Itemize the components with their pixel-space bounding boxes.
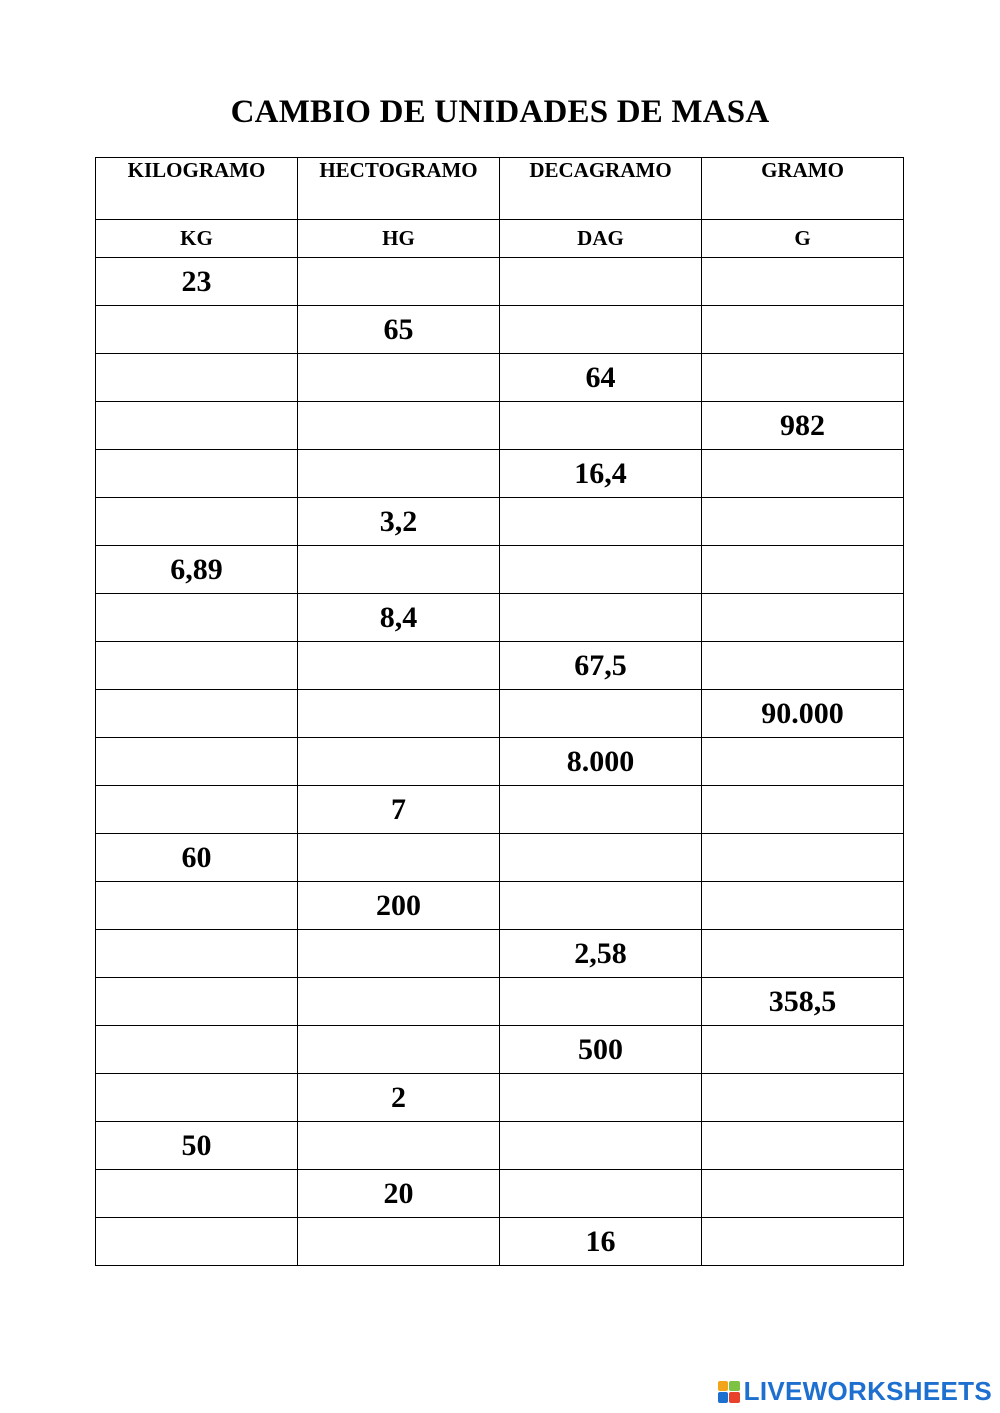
cell-kg[interactable] — [96, 1074, 298, 1122]
cell-dag[interactable] — [500, 306, 702, 354]
cell-dag[interactable] — [500, 1170, 702, 1218]
cell-dag[interactable] — [500, 834, 702, 882]
table-row — [96, 450, 904, 498]
cell-kg[interactable] — [96, 498, 298, 546]
cell-hg[interactable] — [298, 738, 500, 786]
cell-kg[interactable] — [96, 930, 298, 978]
cell-dag: 67,5 — [500, 642, 702, 690]
cell-g[interactable] — [702, 882, 904, 930]
table-row — [96, 1170, 904, 1218]
table-row — [96, 738, 904, 786]
header-row-names — [96, 158, 904, 220]
cell-kg[interactable] — [96, 1170, 298, 1218]
table-row — [96, 546, 904, 594]
cell-kg[interactable] — [96, 882, 298, 930]
cell-hg[interactable] — [298, 402, 500, 450]
abbr-hg: HG — [298, 220, 500, 258]
cell-g[interactable] — [702, 1074, 904, 1122]
cell-g[interactable] — [702, 594, 904, 642]
cell-hg[interactable] — [298, 978, 500, 1026]
cell-kg[interactable] — [96, 1218, 298, 1266]
cell-hg[interactable] — [298, 1026, 500, 1074]
cell-g[interactable] — [702, 258, 904, 306]
cell-kg[interactable] — [96, 738, 298, 786]
table-row — [96, 1122, 904, 1170]
cell-hg[interactable] — [298, 642, 500, 690]
table-row — [96, 402, 904, 450]
page-title: CAMBIO DE UNIDADES DE MASA — [230, 94, 770, 130]
cell-kg: 23 — [96, 258, 298, 306]
cell-g[interactable] — [702, 354, 904, 402]
cell-hg[interactable] — [298, 354, 500, 402]
cell-g[interactable] — [702, 1218, 904, 1266]
cell-g[interactable] — [702, 546, 904, 594]
cell-dag[interactable] — [500, 978, 702, 1026]
cell-hg[interactable] — [298, 258, 500, 306]
cell-hg[interactable] — [298, 450, 500, 498]
table-row — [96, 1026, 904, 1074]
cell-g[interactable] — [702, 930, 904, 978]
cell-g: 982 — [702, 402, 904, 450]
cell-kg[interactable] — [96, 354, 298, 402]
cell-g[interactable] — [702, 1122, 904, 1170]
cell-hg[interactable] — [298, 930, 500, 978]
header-row-abbreviations — [96, 220, 904, 258]
cell-g[interactable] — [702, 642, 904, 690]
table-row — [96, 882, 904, 930]
cell-kg[interactable] — [96, 642, 298, 690]
table-row — [96, 978, 904, 1026]
cell-kg[interactable] — [96, 306, 298, 354]
table-row — [96, 1074, 904, 1122]
cell-kg[interactable] — [96, 450, 298, 498]
cell-kg[interactable] — [96, 690, 298, 738]
cell-g[interactable] — [702, 834, 904, 882]
cell-hg[interactable] — [298, 1218, 500, 1266]
cell-kg[interactable] — [96, 402, 298, 450]
abbr-g: G — [702, 220, 904, 258]
header-kilogramo: KILOGRAMO — [96, 158, 298, 220]
cell-kg[interactable] — [96, 786, 298, 834]
cell-kg[interactable] — [96, 1026, 298, 1074]
cell-dag[interactable] — [500, 1074, 702, 1122]
cell-g[interactable] — [702, 498, 904, 546]
abbr-kg: KG — [96, 220, 298, 258]
table-row — [96, 306, 904, 354]
table-row — [96, 690, 904, 738]
cell-dag[interactable] — [500, 690, 702, 738]
cell-dag[interactable] — [500, 498, 702, 546]
cell-hg: 200 — [298, 882, 500, 930]
cell-dag: 8.000 — [500, 738, 702, 786]
cell-kg[interactable] — [96, 978, 298, 1026]
cell-hg: 65 — [298, 306, 500, 354]
cell-hg[interactable] — [298, 690, 500, 738]
cell-dag[interactable] — [500, 882, 702, 930]
cell-hg: 3,2 — [298, 498, 500, 546]
cell-kg: 6,89 — [96, 546, 298, 594]
conversion-table — [95, 157, 904, 1266]
cell-dag: 500 — [500, 1026, 702, 1074]
cell-g: 358,5 — [702, 978, 904, 1026]
cell-hg: 7 — [298, 786, 500, 834]
cell-hg: 8,4 — [298, 594, 500, 642]
cell-g[interactable] — [702, 306, 904, 354]
header-decagramo: DECAGRAMO — [500, 158, 702, 220]
cell-hg: 20 — [298, 1170, 500, 1218]
cell-dag: 16,4 — [500, 450, 702, 498]
table-row — [96, 1218, 904, 1266]
liveworksheets-brand — [718, 1376, 992, 1407]
cell-g[interactable] — [702, 1170, 904, 1218]
cell-g[interactable] — [702, 786, 904, 834]
cell-g: 90.000 — [702, 690, 904, 738]
table-row — [96, 786, 904, 834]
cell-hg: 2 — [298, 1074, 500, 1122]
table-row — [96, 498, 904, 546]
table-row — [96, 930, 904, 978]
cell-kg: 50 — [96, 1122, 298, 1170]
header-gramo: GRAMO — [702, 158, 904, 220]
cell-dag[interactable] — [500, 258, 702, 306]
table-row — [96, 594, 904, 642]
cell-hg[interactable] — [298, 546, 500, 594]
liveworksheets-logo-icon — [718, 1381, 740, 1403]
cell-dag: 2,58 — [500, 930, 702, 978]
cell-dag[interactable] — [500, 546, 702, 594]
cell-dag: 64 — [500, 354, 702, 402]
table-body — [96, 258, 904, 1266]
cell-dag[interactable] — [500, 594, 702, 642]
cell-dag[interactable] — [500, 1122, 702, 1170]
table-row — [96, 354, 904, 402]
brand-name: LIVEWORKSHEETS — [743, 1376, 992, 1406]
cell-dag[interactable] — [500, 786, 702, 834]
table-row — [96, 642, 904, 690]
table-row — [96, 834, 904, 882]
abbr-dag: DAG — [500, 220, 702, 258]
cell-dag: 16 — [500, 1218, 702, 1266]
table-row — [96, 258, 904, 306]
cell-kg: 60 — [96, 834, 298, 882]
cell-g[interactable] — [702, 450, 904, 498]
cell-g[interactable] — [702, 1026, 904, 1074]
cell-kg[interactable] — [96, 594, 298, 642]
header-hectogramo: HECTOGRAMO — [298, 158, 500, 220]
cell-dag[interactable] — [500, 402, 702, 450]
cell-hg[interactable] — [298, 834, 500, 882]
cell-hg[interactable] — [298, 1122, 500, 1170]
cell-g[interactable] — [702, 738, 904, 786]
